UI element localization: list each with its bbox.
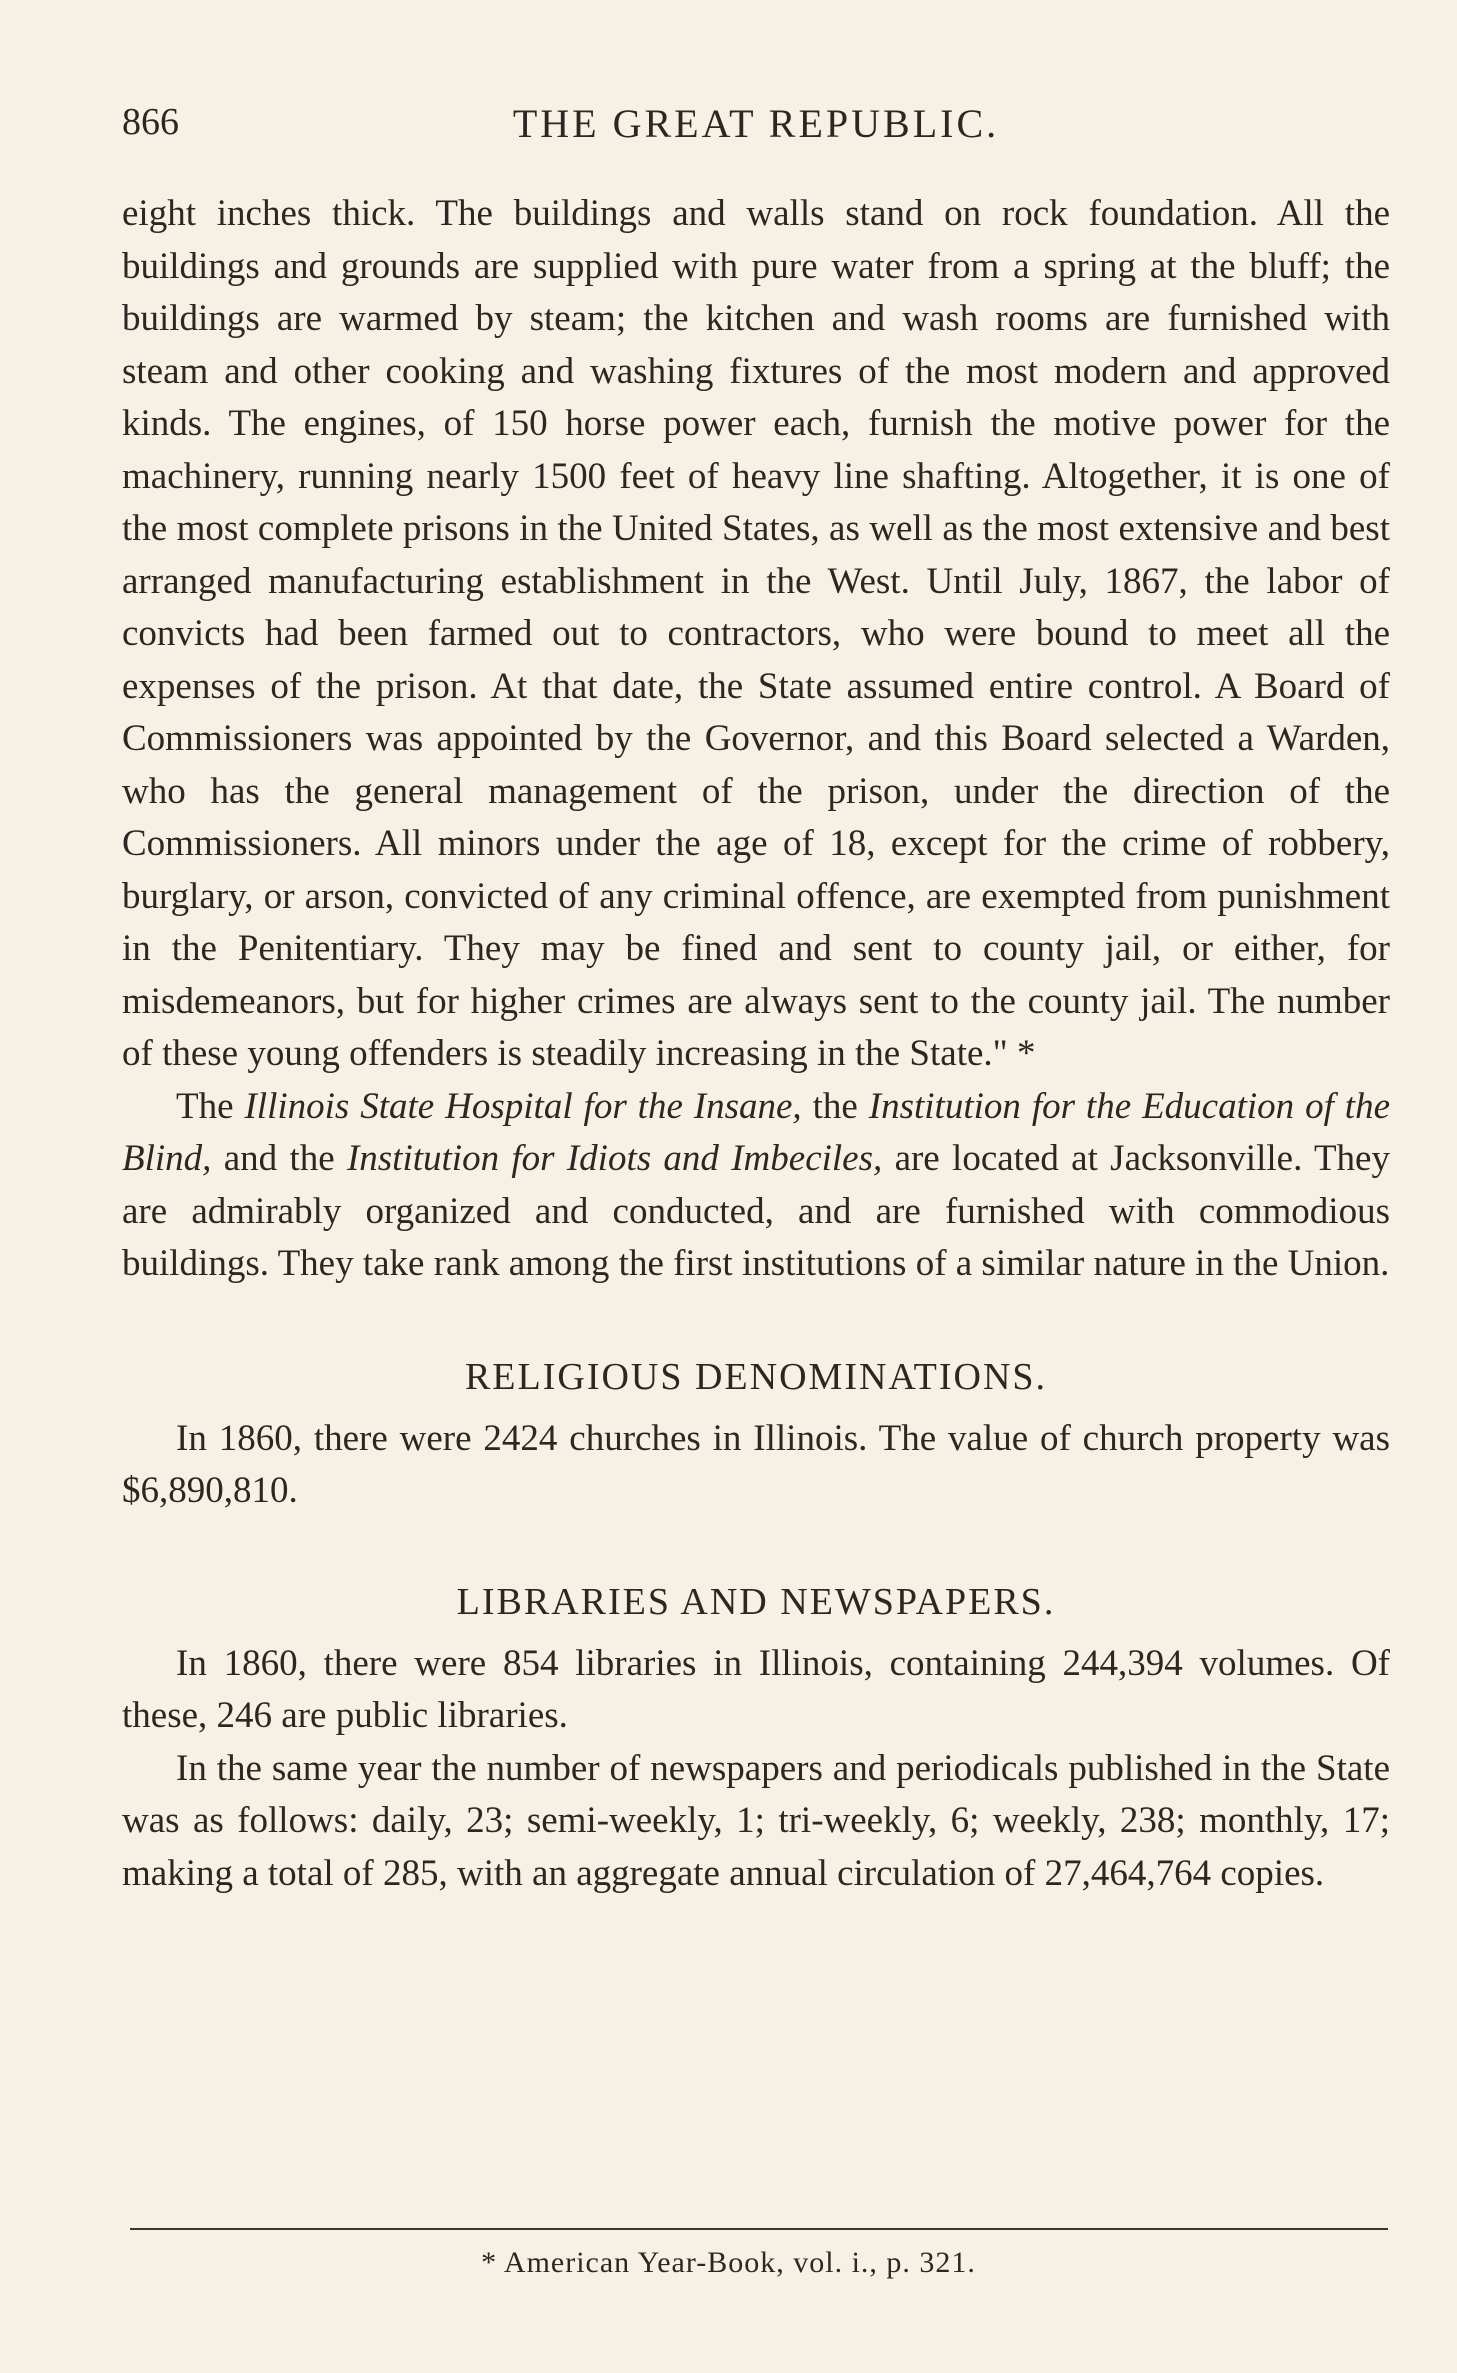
text-run: and the bbox=[211, 1138, 347, 1179]
text-run: the bbox=[801, 1085, 869, 1127]
italic-institution-name: Illinois State Hospital for the Insane, bbox=[244, 1085, 802, 1127]
page-header bbox=[122, 100, 1390, 160]
italic-institution-name: Institution for Idiots and Imbeciles, bbox=[346, 1138, 883, 1179]
text-run: are located at Jacksonville. They are admirably organized and conducted, and are furnished with commodious buildings. They take rank among the first institutions of a similar nature in the Union. bbox=[122, 1138, 1390, 1284]
section-heading-libraries: LIBRARIES AND NEWSPAPERS. bbox=[456, 1580, 1056, 1623]
section-heading-religious: RELIGIOUS DENOMINATIONS. bbox=[464, 1355, 1048, 1398]
running-title: THE GREAT REPUBLIC. bbox=[512, 101, 1000, 146]
libraries-paragraph: In 1860, there were 854 libraries in Illinois, containing 244,394 volumes. Of these, 246 are public libraries. bbox=[122, 1642, 1390, 1736]
institutions-paragraph bbox=[122, 1081, 1390, 1291]
prison-paragraph: eight inches thick. The buildings and walls stand on rock foundation. All the buildings and grounds are supplied with pure water from a spring at the bluff; the buildings are warmed by steam; the kitchen and wash rooms are furnished with steam and other cooking and washing fixtures of the most modern and approved kinds. The engines, of 150 horse power each, furnish the motive power for the machinery, running nearly 1500 feet of heavy line shafting. Altogether, it is one of the most complete prisons in the United States, as well as the most extensive and best arranged manufacturing establishment in the West. Until July, 1867, the labor of convicts had been farmed out to contractors, who were bound to meet all the expenses of the prison. At that date, the State assumed entire control. A Board of Commissioners was appointed by the Governor, and this Board selected a Warden, who has the general management of the prison, under the direction of the Commissioners. All minors under the age of 18, except for the crime of robbery, burglary, or arson, convicted of any criminal offence, are exempted from punishment in the Penitentiary. They may be fined and sent to county jail, or either, for misdemeanors, but for higher crimes are always sent to the county jail. The number of these young offenders is steadily increasing in the State." * bbox=[122, 193, 1390, 1074]
page-number: 866 bbox=[122, 101, 179, 143]
italic-institution-name: Institution for the Education of the Blind, bbox=[122, 1085, 1390, 1179]
footnote-rule bbox=[130, 2228, 1388, 2230]
body-text bbox=[122, 188, 1390, 1900]
newspapers-paragraph: In the same year the number of newspapers and periodicals published in the State was as follows: daily, 23; semi-weekly, 1; tri-weekly, 6; weekly, 238; monthly, 17; making a total of 285, with an aggregate annual circulation of 27,464,764 copies. bbox=[122, 1747, 1390, 1894]
footnote: * American Year-Book, vol. i., p. 321. bbox=[481, 2246, 976, 2279]
text-run: The bbox=[176, 1085, 245, 1127]
churches-paragraph: In 1860, there were 2424 churches in Illinois. The value of church property was $6,890,810. bbox=[122, 1417, 1390, 1511]
